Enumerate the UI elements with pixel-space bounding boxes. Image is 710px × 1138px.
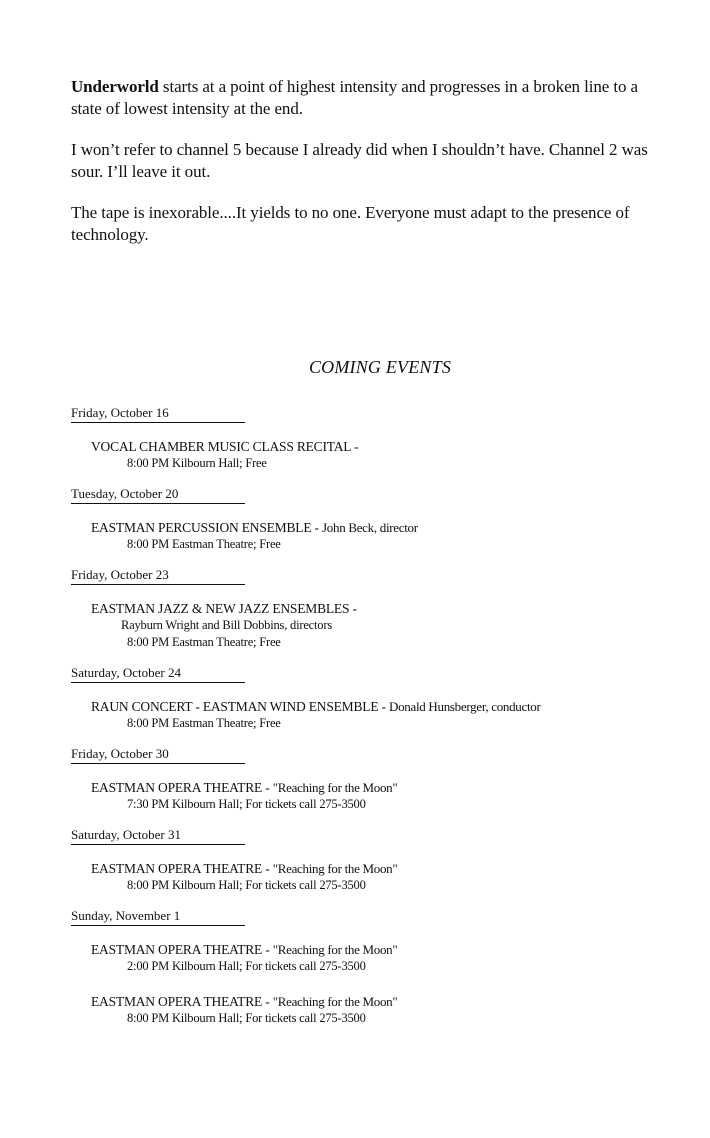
intro-paragraph xyxy=(71,76,671,120)
intro-text xyxy=(71,76,671,265)
work-title: Underworld xyxy=(71,77,159,96)
event-day-group xyxy=(71,908,710,1027)
event-title xyxy=(91,993,710,1010)
event-title xyxy=(91,779,710,796)
event-item xyxy=(91,860,710,894)
event-title-main: VOCAL CHAMBER MUSIC CLASS RECITAL - xyxy=(91,439,359,454)
event-date xyxy=(71,486,710,504)
event-title xyxy=(91,860,710,877)
event-title xyxy=(91,941,710,958)
paragraph-text: The tape is inexorable....It yields to no one. Everyone must adapt to the presence of technology. xyxy=(71,203,630,244)
event-details: 8:00 PM Eastman Theatre; Free xyxy=(127,635,281,649)
event-title-main: EASTMAN PERCUSSION ENSEMBLE - xyxy=(91,520,323,535)
event-title-sub: "Reaching for the Moon" xyxy=(272,994,398,1009)
event-date-label: Sunday, November 1 xyxy=(71,908,245,926)
event-date-label: Saturday, October 31 xyxy=(71,827,245,845)
event-date-label: Friday, October 23 xyxy=(71,567,245,585)
event-title xyxy=(91,519,710,536)
events-list xyxy=(71,405,710,1041)
event-date-label: Friday, October 30 xyxy=(71,746,245,764)
paragraph-text: starts at a point of highest intensity and progresses in a broken line to a state of lowest intensity at the end. xyxy=(71,77,638,118)
event-title xyxy=(91,438,710,455)
event-title-main: EASTMAN OPERA THEATRE - xyxy=(91,942,273,957)
event-title-sub: "Reaching for the Moon" xyxy=(272,861,398,876)
event-item xyxy=(91,698,710,732)
event-date xyxy=(71,665,710,683)
event-directors: Rayburn Wright and Bill Dobbins, directors xyxy=(121,618,332,632)
event-title-main: RAUN CONCERT - EASTMAN WIND ENSEMBLE - xyxy=(91,699,390,714)
event-title-sub: "Reaching for the Moon" xyxy=(272,780,398,795)
event-details: 8:00 PM Kilbourn Hall; For tickets call 275-3500 xyxy=(127,1011,366,1025)
event-title-sub: John Beck, director xyxy=(322,520,418,535)
event-date xyxy=(71,567,710,585)
coming-events-heading: COMING EVENTS xyxy=(308,357,452,377)
event-details: 7:30 PM Kilbourn Hall; For tickets call 275-3500 xyxy=(127,797,366,811)
event-item xyxy=(91,941,710,975)
paragraph-text: I won’t refer to channel 5 because I already did when I shouldn’t have. Channel 2 was sour. I’ll leave it out. xyxy=(71,140,648,181)
intro-paragraph xyxy=(71,139,671,183)
event-date xyxy=(71,746,710,764)
event-date-label: Tuesday, October 20 xyxy=(71,486,245,504)
event-item xyxy=(91,779,710,813)
event-day-group xyxy=(71,665,710,732)
event-details: 8:00 PM Eastman Theatre; Free xyxy=(127,537,281,551)
event-date xyxy=(71,827,710,845)
event-item xyxy=(91,519,710,553)
event-day-group xyxy=(71,746,710,813)
event-title xyxy=(91,698,710,715)
event-day-group xyxy=(71,486,710,553)
event-details: 8:00 PM Kilbourn Hall; For tickets call 275-3500 xyxy=(127,878,366,892)
event-item xyxy=(91,600,710,651)
event-title xyxy=(91,600,710,617)
event-day-group xyxy=(71,827,710,894)
event-title-sub: "Reaching for the Moon" xyxy=(272,942,398,957)
event-details: 2:00 PM Kilbourn Hall; For tickets call 275-3500 xyxy=(127,959,366,973)
event-date xyxy=(71,908,710,926)
event-day-group xyxy=(71,405,710,472)
event-details: 8:00 PM Eastman Theatre; Free xyxy=(127,716,281,730)
event-title-main: EASTMAN JAZZ & NEW JAZZ ENSEMBLES - xyxy=(91,601,357,616)
event-date xyxy=(71,405,710,423)
event-date-label: Friday, October 16 xyxy=(71,405,245,423)
event-title-main: EASTMAN OPERA THEATRE - xyxy=(91,861,273,876)
event-title-sub: Donald Hunsberger, conductor xyxy=(389,699,541,714)
event-date-label: Saturday, October 24 xyxy=(71,665,245,683)
event-title-main: EASTMAN OPERA THEATRE - xyxy=(91,780,273,795)
event-day-group xyxy=(71,567,710,651)
event-item xyxy=(91,438,710,472)
event-title-main: EASTMAN OPERA THEATRE - xyxy=(91,994,273,1009)
event-item xyxy=(91,993,710,1027)
event-details: 8:00 PM Kilbourn Hall; Free xyxy=(127,456,267,470)
intro-paragraph xyxy=(71,202,671,246)
